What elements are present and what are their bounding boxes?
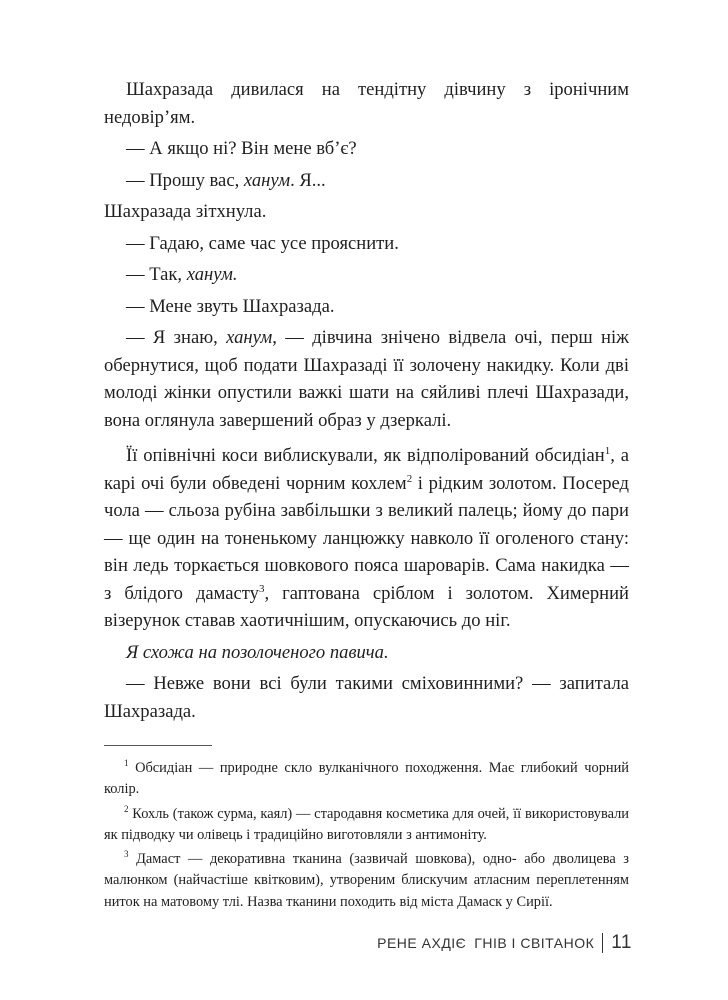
paragraph	[104, 639, 629, 667]
text-segment: Її опівнічні коси виблискували, як відполірований обсидіан	[126, 445, 605, 466]
paragraph	[104, 135, 629, 163]
footnote-number: 2	[124, 803, 129, 814]
text-segment: — Невже вони всі були такими сміховинними? — запитала Шахразада.	[104, 673, 629, 722]
footer-book-title: ГНІВ І СВІТАНОК	[474, 935, 595, 951]
paragraph	[104, 293, 629, 321]
footnote-text: Обсидіан — природне скло вулканічного походження. Має глибокий чорний колір.	[104, 760, 629, 798]
running-footer	[377, 932, 632, 954]
footnotes	[104, 758, 629, 913]
text-segment: , а карі очі були обведені чорним кохлем	[104, 445, 629, 494]
text-segment: , — дівчина знічено відвела очі, перш ніж обернутися, щоб подати Шахразаді її золочену накидку. Коли дві молоді жінки опустили важкі шати на сяйливі плечі Шахразади, вона оглянула завершений образ у дзеркалі.	[104, 327, 630, 431]
paragraph	[104, 261, 629, 289]
text-segment: і рідким золотом. Посеред чола — сльоза рубіна завбільшки з великий палець; йому до пари — ще один на тоненькому ланцюжку навколо її оголеного стану: він ледь торкається шовкового пояса шароварів. Сама накидка — з блідого дамасту	[104, 472, 629, 604]
paragraph	[104, 230, 629, 258]
text-segment: — Я знаю,	[126, 327, 227, 348]
italic-text: ханум.	[186, 264, 238, 285]
footnote-divider	[104, 745, 212, 746]
footnote	[104, 849, 629, 913]
italic-text: Я схожа на позолоченого павича.	[126, 641, 389, 663]
paragraph	[104, 324, 629, 434]
text-segment: — А якщо ні? Він мене вб’є?	[126, 138, 357, 159]
paragraph	[104, 442, 629, 635]
footer-separator	[602, 933, 603, 953]
footnote-number: 1	[124, 758, 129, 769]
footnote-text: Дамаст — декоративна тканина (зазвичай шовкова), одно- або дволицева з малюнком (найчастіше квітковим), утвореним блискучим атласним переплетенням ниток на матовому тлі. Назва тканини походить від міста Дамаск у Сирії.	[104, 851, 629, 910]
footnote-ref: 2	[406, 472, 413, 485]
footer-author: РЕНЕ АХДІЄ	[377, 935, 467, 951]
footnote	[104, 804, 629, 847]
text-segment: — Так,	[126, 264, 187, 285]
footnote-ref: 3	[258, 582, 265, 595]
footnote	[104, 758, 629, 801]
italic-text: ханум	[226, 327, 273, 348]
text-segment: — Гадаю, саме час усе прояснити.	[126, 232, 399, 254]
page-body	[104, 76, 629, 916]
text-segment: , гаптована сріблом і золотом. Химерний візерунок ставав хаотичнішим, опускаючись до ніг.	[104, 582, 629, 631]
italic-text: ханум	[243, 169, 291, 191]
paragraph	[104, 167, 629, 195]
paragraph	[104, 76, 629, 131]
footnote-ref: 1	[604, 444, 611, 457]
page-number: 11	[611, 932, 632, 953]
text-segment: Шахразада дивилася на тендітну дівчину з іронічним недовір’ям.	[104, 79, 629, 128]
text-segment: . Я...	[290, 169, 326, 191]
paragraph	[104, 198, 629, 226]
text-segment: Шахразада зітхнула.	[104, 201, 267, 222]
text-segment: — Прошу вас,	[126, 169, 244, 191]
text-segment: — Мене звуть Шахразада.	[126, 295, 335, 317]
paragraph	[104, 670, 629, 725]
footnote-text: Кохль (також сурма, каял) — стародавня косметика для очей, її використовували як підводку чи олівець і традиційно виготовляли з антимоніту.	[104, 805, 629, 843]
main-text	[104, 76, 629, 725]
footnote-number: 3	[124, 849, 129, 860]
